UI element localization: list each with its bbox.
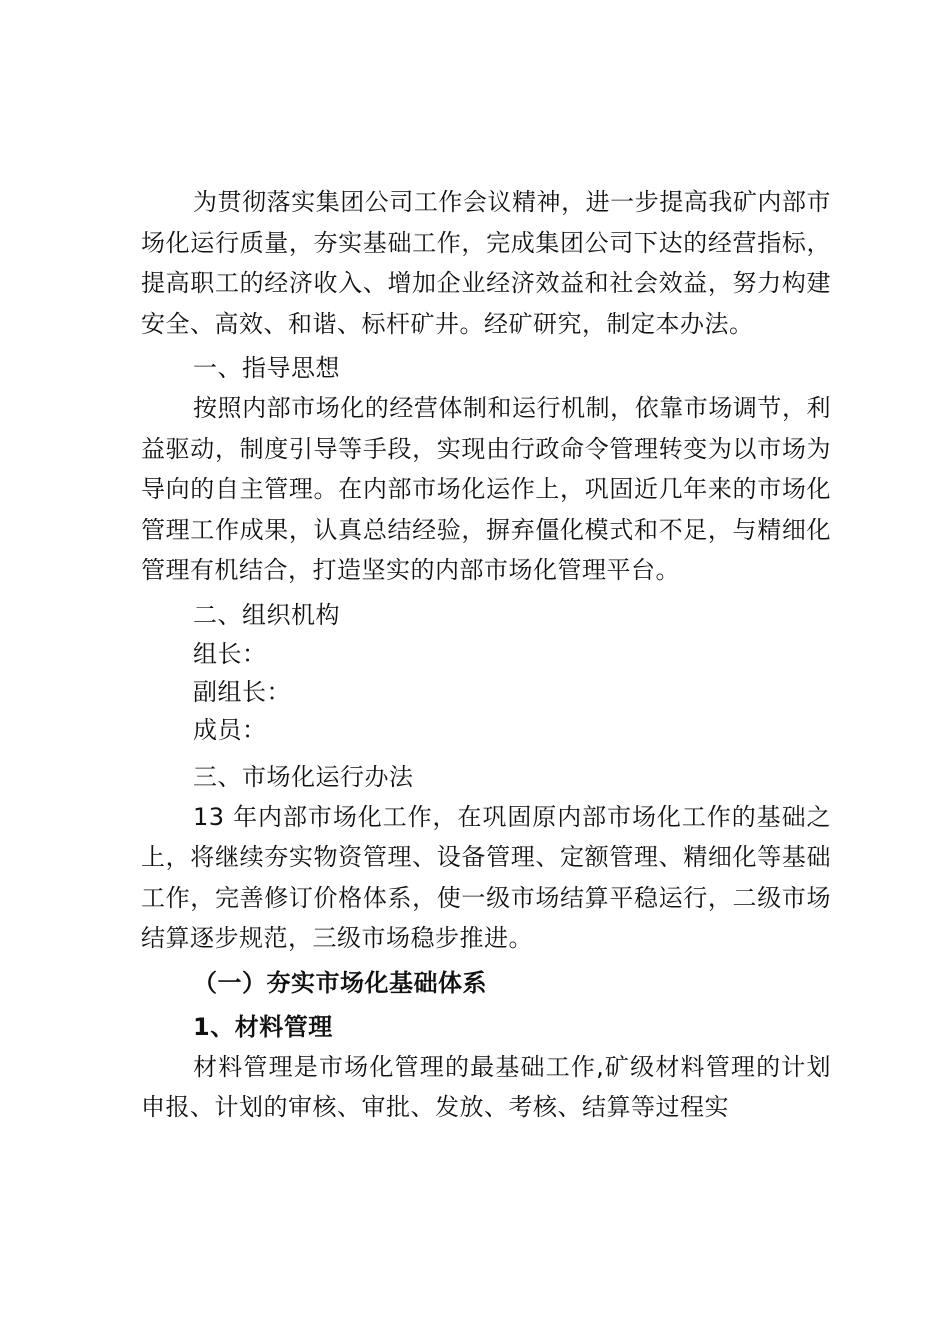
section-heading-organization: 二、组织机构 <box>193 600 340 629</box>
guiding-ideology-paragraph: 按照内部市场化的经营体制和运行机制，依靠市场调节，利益驱动，制度引导等手段，实现由行政命令管理转变为以市场为导向的自主管理。在内部市场化运作上，巩固近几年来的市场化管理工作成果，认真总结经验，摒弃僵化模式和不足，与精细化管理有机结合，打造坚实的内部市场化管理平台。 <box>141 394 831 584</box>
materials-paragraph: 材料管理是市场化管理的最基础工作,矿级材料管理的计划申报、计划的审核、审批、发放、考核、结算等过程实 <box>141 1052 831 1121</box>
section-heading-guiding-ideology: 一、指导思想 <box>193 354 340 382</box>
item-heading-materials: 1、材料管理 <box>193 1012 333 1041</box>
section-heading-market-methods: 三、市场化运行办法 <box>193 762 414 791</box>
subsection-heading-foundation: （一）夯实市场化基础体系 <box>193 968 487 997</box>
leader-line: 组长： <box>193 639 267 668</box>
members-line: 成员： <box>193 715 267 744</box>
market-methods-paragraph: 13 年内部市场化工作，在巩固原内部市场化工作的基础之上，将继续夯实物资管理、设备管理、定额管理、精细化等基础工作，完善修订价格体系，使一级市场结算平稳运行，二级市场结算逐步规范，三级市场稳步推进。 <box>141 802 831 952</box>
deputy-leader-line: 副组长： <box>193 677 291 706</box>
intro-paragraph: 为贯彻落实集团公司工作会议精神，进一步提高我矿内部市场化运行质量，夯实基础工作，完成集团公司下达的经营指标，提高职工的经济收入、增加企业经济效益和社会效益，努力构建安全、高效、和谐、标杆矿井。经矿研究，制定本办法。 <box>141 188 831 338</box>
document-body <box>141 182 831 1128</box>
